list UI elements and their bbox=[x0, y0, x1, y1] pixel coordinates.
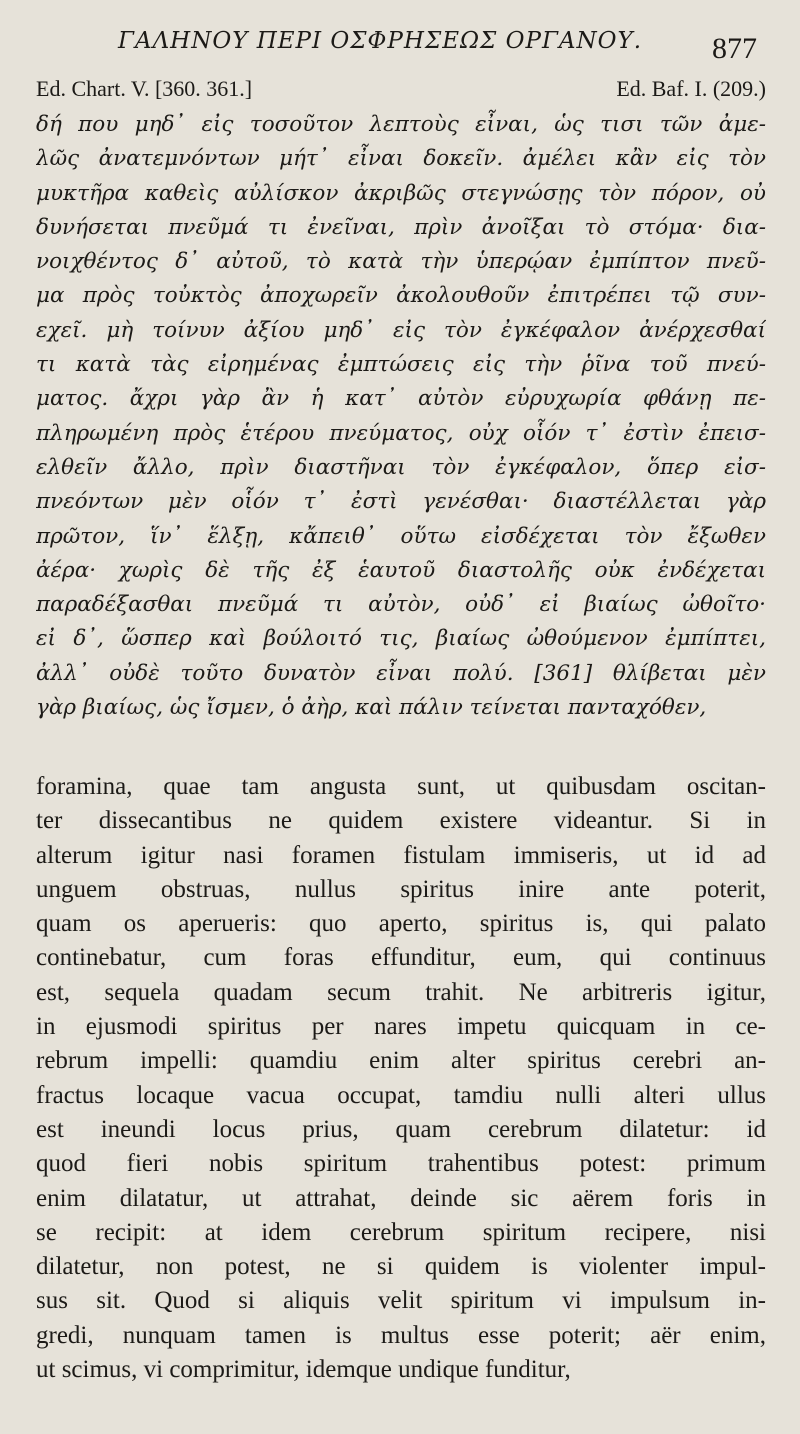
latin-text-line: alterum igitur nasi foramen fistulam immiseris, ut id ad bbox=[36, 841, 766, 869]
greek-text-line: γὰρ βιαίως, ὡς ἴσμεν, ὁ ἀὴρ, καὶ πάλιν τείνεται πανταχόθεν, bbox=[36, 695, 707, 721]
latin-text-line: continebatur, cum foras effunditur, eum, qui continuus bbox=[36, 944, 766, 972]
greek-text-line: ελθεῖν ἄλλο, πρὶν διαστῆναι τὸν ἐγκέφαλον, ὅπερ εἰσ- bbox=[36, 454, 766, 480]
page-header bbox=[0, 22, 800, 72]
edition-references bbox=[36, 76, 766, 106]
latin-text-line: se recipit: at idem cerebrum spiritum recipere, nisi bbox=[36, 1218, 766, 1246]
greek-text-line: εχεῖ. μὴ τοίνυν ἀξίου μηδ᾽ εἰς τὸν ἐγκέφαλον ἀνέρχεσθαί bbox=[36, 317, 766, 343]
latin-text-line: ut scimus, vi comprimitur, idemque undique funditur, bbox=[36, 1356, 571, 1384]
latin-text-line: fractus locaque vacua occupat, tamdiu nulli alteri ullus bbox=[36, 1081, 766, 1109]
latin-text-line: quam os aperueris: quo aperto, spiritus is, qui palato bbox=[36, 910, 766, 938]
running-title: ΓΑΛΗΝΟΥ ΠΕΡΙ ΟΣΦΡΗΣΕΩΣ ΟΡΓΑΝΟΥ. bbox=[118, 28, 643, 54]
greek-text-line: ματος. ἄχρι γὰρ ἂν ἡ κατ᾽ αὐτὸν εὐρυχωρία φθάνῃ πε- bbox=[36, 386, 766, 412]
greek-text-line: παραδέξασθαι πνεῦμά τι αὐτὸν, οὐδ᾽ εἰ βιαίως ὠθοῖτο· bbox=[36, 592, 766, 618]
greek-text-line: δή που μηδ᾽ εἰς τοσοῦτον λεπτοὺς εἶναι, ὡς τισι τῶν ἀμε- bbox=[36, 112, 766, 137]
latin-text-line: quod fieri nobis spiritum trahentibus potest: primum bbox=[36, 1150, 766, 1178]
greek-text-line: τι κατὰ τὰς εἰρημένας ἐμπτώσεις εἰς τὴν ῥῖνα τοῦ πνεύ- bbox=[36, 352, 766, 378]
greek-text-line: πνεόντων μὲν οἷόν τ᾽ ἐστὶ γενέσθαι· διαστέλλεται γὰρ bbox=[36, 489, 766, 515]
greek-text-line: εἰ δ᾽, ὥσπερ καὶ βούλοιτό τις, βιαίως ὠθούμενον ἐμπίπτει, bbox=[36, 626, 766, 652]
latin-text-line: in ejusmodi spiritus per nares impetu quicquam in ce- bbox=[36, 1013, 766, 1041]
latin-text-line: foramina, quae tam angusta sunt, ut quibusdam oscitan- bbox=[36, 773, 766, 800]
latin-text-line: enim dilatatur, ut attrahat, deinde sic aërem foris in bbox=[36, 1184, 766, 1212]
greek-text-line: πρῶτον, ἵν᾽ ἕλξῃ, κἄπειθ᾽ οὕτω εἰσδέχεται τὸν ἔξωθεν bbox=[36, 523, 766, 549]
greek-text-line: λῶς ἀνατεμνόντων μήτ᾽ εἶναι δοκεῖν. ἀμέλει κἂν εἰς τὸν bbox=[36, 146, 766, 172]
latin-text-line: dilatetur, non potest, ne si quidem is violenter impul- bbox=[36, 1253, 766, 1281]
latin-text-line: rebrum impelli: quamdiu enim alter spiritus cerebri an- bbox=[36, 1047, 766, 1075]
latin-text-line: sus sit. Quod si aliquis velit spiritum vi impulsum in- bbox=[36, 1287, 766, 1315]
greek-text-line: πληρωμένη πρὸς ἑτέρου πνεύματος, οὐχ οἷόν τ᾽ ἐστὶν ἐπεισ- bbox=[36, 420, 766, 446]
latin-text-line: ter dissecantibus ne quidem existere videantur. Si in bbox=[36, 807, 766, 835]
greek-text-line: μα πρὸς τοὐκτὸς ἀποχωρεῖν ἀκολουθοῦν ἐπιτρέπει τῷ συν- bbox=[36, 283, 766, 309]
greek-text-line: μυκτῆρα καθεὶς αὐλίσκον ἀκριβῶς στεγνώσῃς τὸν πόρον, οὐ bbox=[36, 180, 766, 206]
latin-text-block bbox=[36, 770, 766, 1387]
edition-chartier-reference: Ed. Chart. V. [360. 361.] bbox=[36, 76, 253, 101]
latin-text-line: est, sequela quadam secum trahit. Ne arbitreris igitur, bbox=[36, 978, 766, 1006]
latin-text-line: gredi, nunquam tamen is multus esse poterit; aër enim, bbox=[36, 1321, 766, 1349]
greek-text-line: ἀλλ᾽ οὐδὲ τοῦτο δυνατὸν εἶναι πολύ. [361] θλίβεται μὲν bbox=[36, 660, 766, 686]
page-number: 877 bbox=[712, 32, 757, 65]
edition-basel-reference: Ed. Baf. I. (209.) bbox=[616, 76, 766, 101]
greek-text-block bbox=[36, 108, 766, 725]
latin-text-line: est ineundi locus prius, quam cerebrum dilatetur: id bbox=[36, 1115, 766, 1143]
greek-text-line: νοιχθέντος δ᾽ αὐτοῦ, τὸ κατὰ τὴν ὑπερῴαν ἐμπίπτον πνεῦ- bbox=[36, 249, 766, 275]
greek-text-line: δυνήσεται πνεῦμά τι ἐνεῖναι, πρὶν ἀνοῖξαι τὸ στόμα· δια- bbox=[36, 214, 766, 240]
latin-text-line: unguem obstruas, nullus spiritus inire ante poterit, bbox=[36, 875, 766, 903]
greek-text-line: ἀέρα· χωρὶς δὲ τῆς ἐξ ἑαυτοῦ διαστολῆς οὐκ ἐνδέχεται bbox=[36, 557, 766, 583]
